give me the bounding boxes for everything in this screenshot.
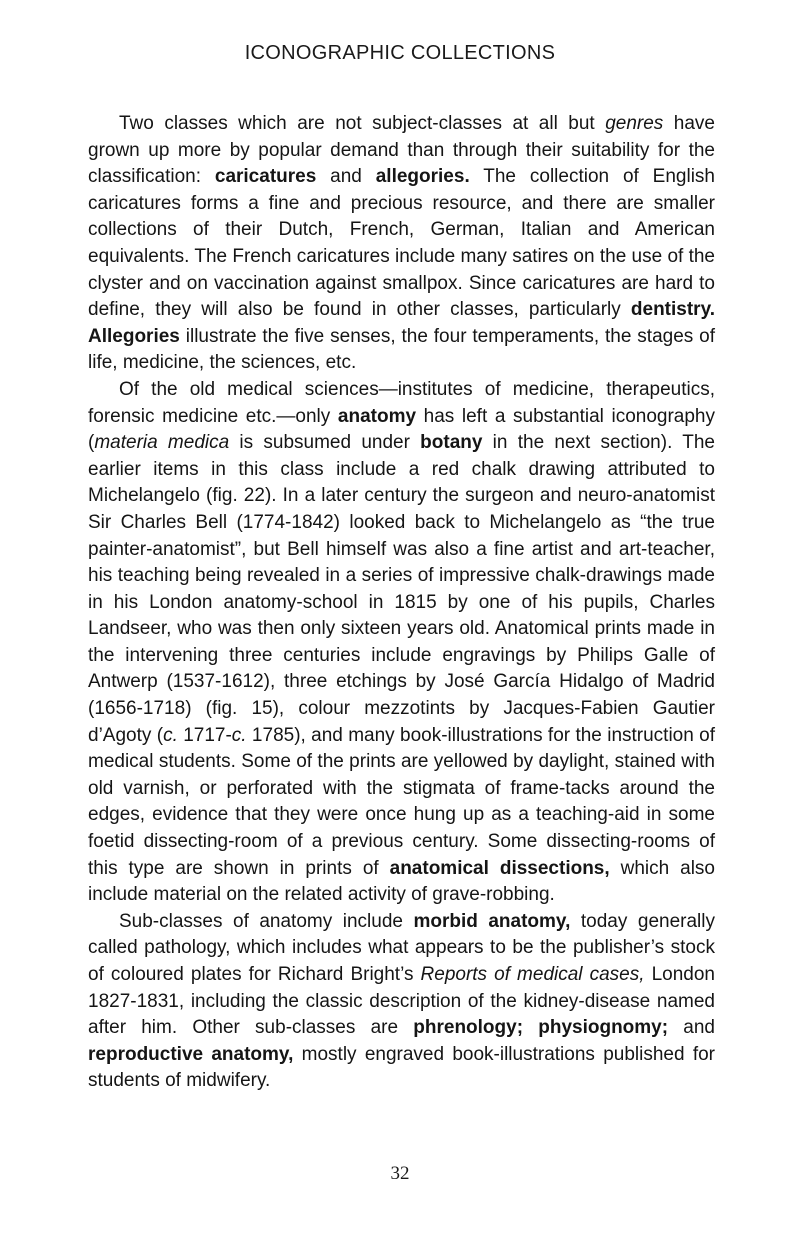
bold-keyword: Allegories <box>88 325 180 347</box>
text-run: have grown up more by popular demand than through their suitability for the classification: <box>88 113 716 188</box>
bold-keyword: allegories. <box>375 166 470 188</box>
italic-term: c. <box>163 724 178 746</box>
text-run: today generally called pathology, which includes what appears to be the publisher’s stock of coloured plates for Richard Bright’s <box>88 910 715 985</box>
paragraph <box>88 909 715 1095</box>
running-head: ICONOGRAPHIC COLLECTIONS <box>244 42 556 64</box>
text-run: The collection of English caricatures forms a fine and precious resource, and there are smaller collections of their Dutch, French, German, Italian and American equivalents. The French caricatures include many satires on the use of the clyster and on vaccination against smallpox. Since caricatures are hard to define, they will also be found in other classes, particularly <box>88 166 715 321</box>
italic-title: Reports of medical cases, <box>420 964 645 985</box>
text-run: and <box>668 1017 716 1039</box>
text-run: has left a substantial iconography ( <box>88 405 715 454</box>
body-text <box>88 111 715 1095</box>
text-run: mostly engraved book-illustrations published for students of midwifery. <box>88 1043 715 1092</box>
italic-term: c. <box>231 724 247 746</box>
text-run: illustrate the five senses, the four temperaments, the stages of life, medicine, the sciences, etc. <box>88 325 715 374</box>
italic-term: genres <box>605 113 664 134</box>
bold-keyword: dentistry. <box>630 299 715 321</box>
bold-keyword: phrenology; physiognomy; <box>413 1017 669 1039</box>
text-run: which also include material on the related activity of grave-robbing. <box>88 857 715 906</box>
text-run: London 1827-1831, including the classic description of the kidney-disease named after him. Other sub-classes are <box>88 964 715 1039</box>
page-number: 32 <box>390 1163 410 1184</box>
bold-keyword: caricatures <box>214 166 317 188</box>
paragraph <box>88 111 715 377</box>
text-run: 1717- <box>177 724 232 746</box>
text-run: Sub-classes of anatomy include <box>119 910 414 932</box>
bold-keyword: anatomical dissections, <box>389 857 610 879</box>
bold-keyword: botany <box>420 432 483 454</box>
paragraph <box>88 377 715 909</box>
text-run: and <box>316 166 376 188</box>
text-run: Two classes which are not subject-classes at all but <box>119 113 606 134</box>
bold-keyword: reproductive anatomy, <box>88 1043 294 1065</box>
text-run: is subsumed under <box>229 432 421 454</box>
text-run: Of the old medical sciences—institutes of medicine, therapeutics, forensic medicine etc.—only <box>88 378 715 427</box>
bold-keyword: morbid anatomy, <box>413 910 571 932</box>
text-run: 1785), and many book-illustrations for the instruction of medical students. Some of the prints are yellowed by daylight, stained with old varnish, or perforated with the stigmata of frame-tacks around the edges, evidence that they were once hung up as a teaching-aid in some foetid dissecting-room of a previous century. Some dissecting-rooms of this type are shown in prints of <box>88 724 716 879</box>
text-run: in the next section). The earlier items in this class include a red chalk drawing attributed to Michelangelo (fig. 22). In a later century the surgeon and neuro-anatomist Sir Charles Bell (1774-1842) looked back to Michelangelo as “the true painter-anatomist”, but Bell himself was also a fine artist and art-teacher, his teaching being revealed in a series of impressive chalk-drawings made in his London anatomy-school in 1815 by one of his pupils, Charles Landseer, who was then only sixteen years old. Anatomical prints made in the intervening three centuries include engravings by Philips Galle of Antwerp (1537-1612), three etchings by José García Hidalgo of Madrid (1656-1718) (fig. 15), colour mezzotints by Jacques-Fabien Gautier d’Agoty ( <box>88 432 715 746</box>
italic-term: materia medica <box>94 432 230 454</box>
bold-keyword: anatomy <box>337 405 417 427</box>
